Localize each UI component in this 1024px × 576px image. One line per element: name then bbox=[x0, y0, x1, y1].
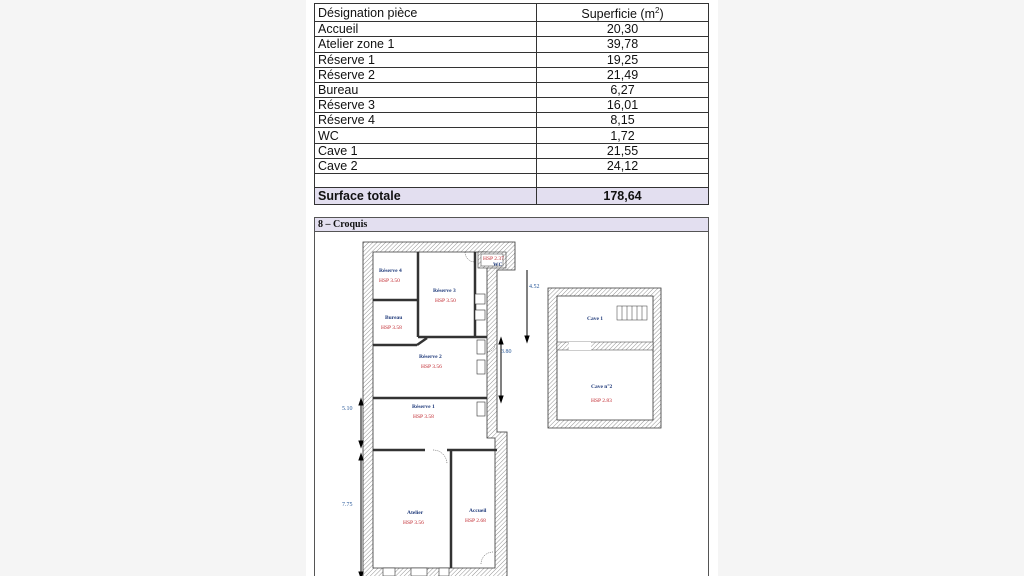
room-name: Cave 1 bbox=[315, 143, 537, 158]
room-label-accueil: Accueil bbox=[469, 508, 487, 514]
surface-table bbox=[314, 3, 709, 205]
room-name: Atelier zone 1 bbox=[315, 37, 537, 52]
table-row bbox=[315, 113, 709, 128]
table-row bbox=[315, 143, 709, 158]
total-value: 178,64 bbox=[537, 188, 709, 205]
room-label-reserve3: Réserve 3 bbox=[433, 288, 456, 294]
room-name: Réserve 1 bbox=[315, 52, 537, 67]
hsp-reserve4: HSP 3.50 bbox=[379, 278, 400, 284]
room-label-reserve2: Réserve 2 bbox=[419, 354, 442, 360]
hsp-accueil: HSP 2.68 bbox=[465, 518, 486, 524]
room-area: 19,25 bbox=[537, 52, 709, 67]
room-label-cave2: Cave n°2 bbox=[591, 384, 613, 390]
croquis-section bbox=[314, 217, 709, 576]
hsp-reserve1: HSP 3.58 bbox=[413, 414, 434, 420]
room-label-cave1: Cave 1 bbox=[587, 316, 604, 322]
room-area: 20,30 bbox=[537, 22, 709, 37]
table-row bbox=[315, 98, 709, 113]
croquis-title: 8 – Croquis bbox=[315, 218, 708, 232]
total-label: Surface totale bbox=[315, 188, 537, 205]
dimension-label: 4.52 bbox=[529, 284, 540, 290]
table-row bbox=[315, 82, 709, 97]
room-label-reserve1: Réserve 1 bbox=[412, 404, 435, 410]
room-name: Accueil bbox=[315, 22, 537, 37]
table-row bbox=[315, 52, 709, 67]
cave-building bbox=[548, 288, 661, 428]
room-area: 1,72 bbox=[537, 128, 709, 143]
table-row bbox=[315, 128, 709, 143]
room-area: 21,49 bbox=[537, 67, 709, 82]
table-row bbox=[315, 158, 709, 173]
table-row-empty bbox=[315, 174, 709, 188]
designation-header: Désignation pièce bbox=[315, 4, 537, 22]
dimension-label: 5.10 bbox=[342, 406, 353, 412]
table-row bbox=[315, 67, 709, 82]
room-area: 21,55 bbox=[537, 143, 709, 158]
table-header bbox=[315, 4, 709, 22]
room-name: Réserve 2 bbox=[315, 67, 537, 82]
hsp-reserve2: HSP 3.56 bbox=[421, 364, 442, 370]
hsp-atelier: HSP 3.56 bbox=[403, 520, 424, 526]
hsp-bureau: HSP 3.58 bbox=[381, 325, 402, 331]
room-area: 16,01 bbox=[537, 98, 709, 113]
hsp-cave2: HSP 2.83 bbox=[591, 398, 612, 404]
room-name: Réserve 3 bbox=[315, 98, 537, 113]
room-label-bureau: Bureau bbox=[385, 315, 403, 321]
room-area: 39,78 bbox=[537, 37, 709, 52]
room-area: 24,12 bbox=[537, 158, 709, 173]
total-row bbox=[315, 188, 709, 205]
room-label-reserve4: Réserve 4 bbox=[379, 268, 402, 274]
room-name: WC bbox=[315, 128, 537, 143]
table-row bbox=[315, 37, 709, 52]
room-label-wc: WC bbox=[493, 262, 503, 268]
document-page bbox=[306, 0, 718, 576]
room-name: Cave 2 bbox=[315, 158, 537, 173]
hsp-wc: HSP 2.37 bbox=[483, 256, 504, 262]
dimension-label: 7.75 bbox=[342, 502, 353, 508]
room-area: 8,15 bbox=[537, 113, 709, 128]
room-area: 6,27 bbox=[537, 82, 709, 97]
superficie-header: Superficie $(m^2)$ bbox=[537, 4, 709, 22]
dimension-label: 3.80 bbox=[501, 349, 512, 355]
room-label-atelier: Atelier bbox=[407, 510, 424, 516]
room-labels bbox=[379, 256, 504, 526]
room-name: Réserve 4 bbox=[315, 113, 537, 128]
floor-plan bbox=[315, 232, 708, 576]
room-name: Bureau bbox=[315, 82, 537, 97]
table-row bbox=[315, 22, 709, 37]
hsp-reserve3: HSP 3.50 bbox=[435, 298, 456, 304]
